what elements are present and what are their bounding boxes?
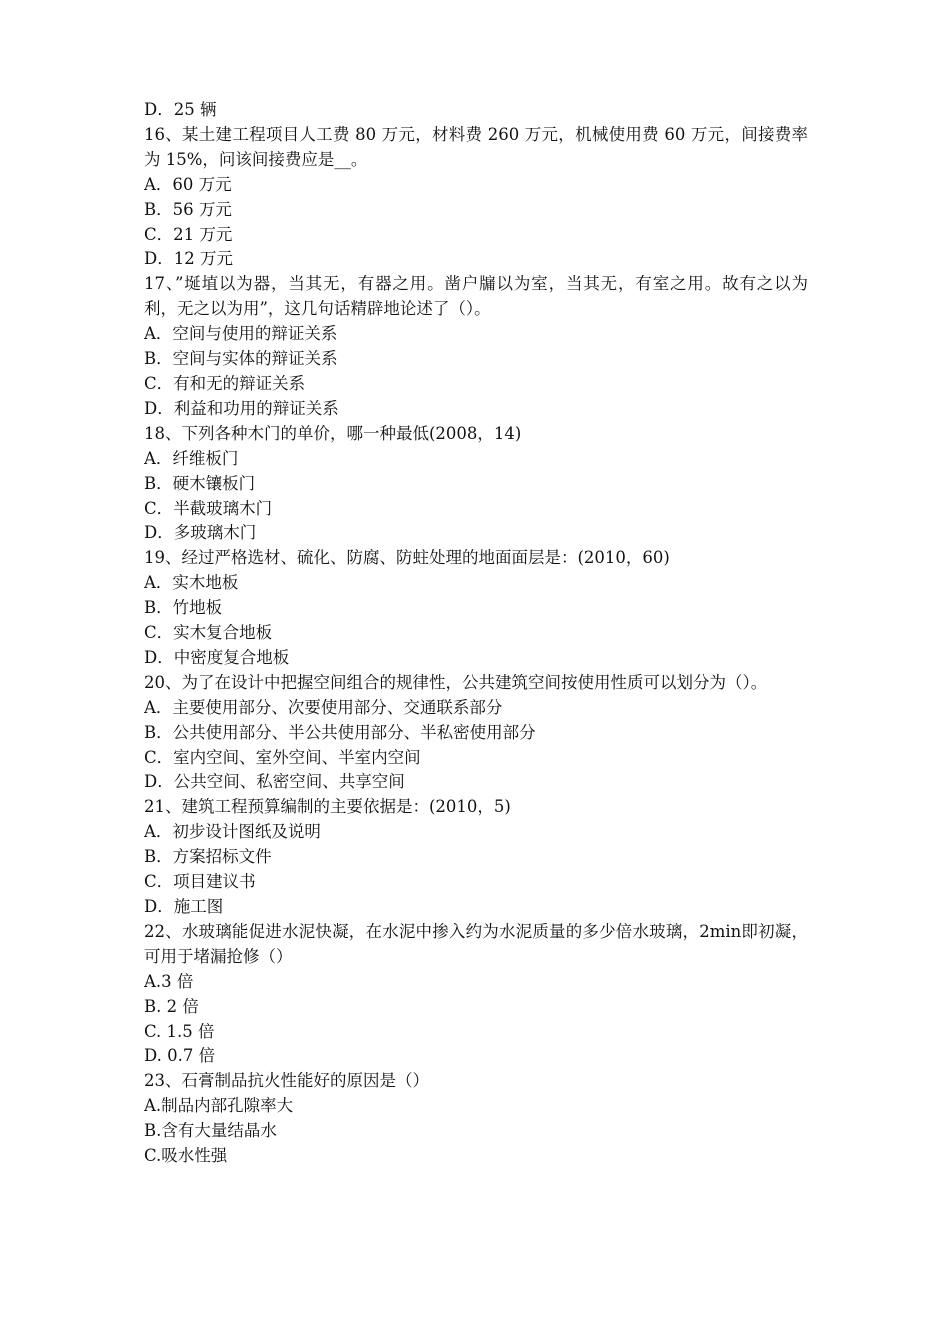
answer-option: D. 0.7 倍 [144,1046,216,1066]
answer-option: A．空间与使用的辩证关系 [144,324,338,344]
answer-option: C．21 万元 [144,224,233,244]
answer-option: B. 2 倍 [144,996,199,1016]
question-text: 21、建筑工程预算编制的主要依据是：(2010，5) [144,797,511,817]
answer-option: D．中密度复合地板 [144,647,290,667]
answer-option: B．公共使用部分、半公共使用部分、半私密使用部分 [144,722,536,742]
question-text: 16、某土建工程项目人工费 80 万元，材料费 260 万元，机械使用费 60 万元，间接费率为 15%，问该间接费应是__。 [144,124,808,169]
answer-option: A．初步设计图纸及说明 [144,822,321,842]
answer-option: C.吸水性强 [144,1146,228,1166]
answer-option: D．25 辆 [144,100,217,119]
answer-option: C．室内空间、室外空间、半室内空间 [144,747,421,767]
answer-option: D．利益和功用的辩证关系 [144,398,339,418]
question-text: 22、水玻璃能促进水泥快凝，在水泥中掺入约为水泥质量的多少倍水玻璃，2min即初凝，可用于堵漏抢修（） [144,921,808,966]
question-text: 20、为了在设计中把握空间组合的规律性，公共建筑空间按使用性质可以划分为（）。 [144,672,768,692]
answer-option: C. 1.5 倍 [144,1021,215,1041]
answer-option: D．12 万元 [144,249,233,269]
answer-option: A．主要使用部分、次要使用部分、交通联系部分 [144,697,503,717]
answer-option: A.3 倍 [144,971,194,991]
answer-option: D．施工图 [144,897,224,916]
answer-option: B.含有大量结晶水 [144,1121,277,1141]
question-text: 17、”埏埴以为器，当其无，有器之用。凿户牖以为室，当其无，有室之用。故有之以为利，无之以为用”，这几句话精辟地论述了（）。 [144,274,808,319]
question-text: 23、石膏制品抗火性能好的原因是（） [144,1071,429,1091]
answer-option: C．项目建议书 [144,872,256,892]
answer-option: B．硬木镶板门 [144,473,256,493]
answer-option: C．有和无的辩证关系 [144,373,306,393]
answer-option: B．56 万元 [144,199,232,219]
answer-option: C．实木复合地板 [144,623,273,643]
answer-option: B．方案招标文件 [144,847,272,867]
answer-option: A．实木地板 [144,573,239,593]
answer-option: A．60 万元 [144,174,232,194]
answer-option: D．多玻璃木门 [144,523,257,543]
answer-option: A．纤维板门 [144,448,239,468]
question-text: 19、经过严格选材、硫化、防腐、防蛀处理的地面面层是：(2010，60) [144,548,670,568]
answer-option: C．半截玻璃木门 [144,498,273,518]
answer-option: A.制品内部孔隙率大 [144,1096,294,1116]
question-text: 18、下列各种木门的单价，哪一种最低(2008，14) [144,423,522,443]
answer-option: D．公共空间、私密空间、共享空间 [144,772,405,792]
answer-option: B．竹地板 [144,598,223,618]
document-page [144,98,808,1169]
answer-option: B．空间与实体的辩证关系 [144,349,338,369]
